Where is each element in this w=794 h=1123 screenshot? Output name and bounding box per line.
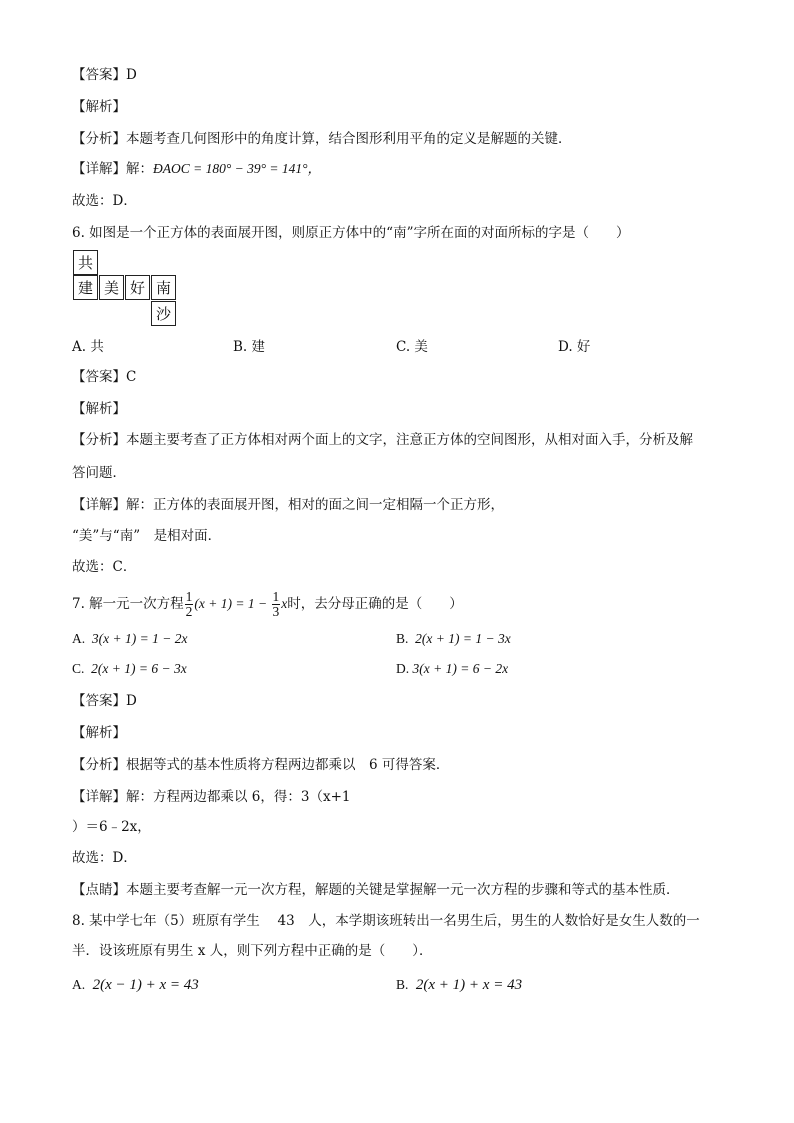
- q7-option-b: B. 2(x + 1) = 1 − 3x: [396, 631, 511, 646]
- q5-conclusion: 故选：D．: [72, 193, 137, 209]
- q7-equation: $\frac{1}{2}$ (x + 1) = 1 − $\frac{1}{3}$ x: [185, 589, 288, 620]
- detail-tag: 【详解】: [72, 789, 126, 805]
- fenxi-text: 本题主要考查了正方体相对两个面上的文字，注意正方体的空间图形，从相对面入手，分析及解: [126, 432, 693, 448]
- q7-option-a: A. 3(x + 1) = 1 − 2x: [72, 631, 188, 646]
- q7-answer-line: [72, 692, 137, 710]
- detail-prefix: 解：: [126, 161, 153, 177]
- q7-stem-prefix: 7. 解一元一次方程: [72, 596, 184, 612]
- fenxi-tag: 【分析】: [72, 131, 126, 147]
- answer-tag: 【答案】: [72, 369, 126, 385]
- fenxi-text: 根据等式的基本性质将方程两边都乘以 6 可得答案．: [126, 757, 450, 773]
- q8-option-b: B. 2(x + 1) + x = 43: [396, 977, 523, 993]
- answer-value: D: [126, 67, 137, 83]
- q7-stem-suffix: 时，去分母正确的是（ ）: [287, 596, 463, 612]
- answer-tag: 【答案】: [72, 693, 126, 709]
- q7-dianjing-line: [72, 881, 680, 899]
- q7-detail-line2: ）＝6﹣2x，: [72, 819, 151, 835]
- q6-detail-line2: “美”与“南” 是相对面．: [72, 528, 222, 544]
- q6-answer-line: [72, 368, 136, 386]
- q7-conclusion: 故选：D．: [72, 850, 137, 866]
- fenxi-tag: 【分析】: [72, 432, 126, 448]
- detail-text: 解：方程两边都乘以 6，得：3（x+1: [126, 789, 351, 805]
- q7-fenxi-line: [72, 756, 449, 774]
- dianjing-text: 本题主要考查解一元一次方程，解题的关键是掌握解一元一次方程的步骤和等式的基本性质．: [126, 882, 680, 898]
- detail-tag: 【详解】: [72, 497, 126, 513]
- q6-fenxi-line2: 答问题．: [72, 465, 126, 481]
- answer-value: D: [126, 693, 137, 709]
- answer-tag: 【答案】: [72, 67, 126, 83]
- q6-stem: 6. 如图是一个正方体的表面展开图，则原正方体中的“南”字所在面的对面所标的字是（ ）: [72, 225, 630, 241]
- q8-stem-line2: 半．设该班原有男生 x 人，则下列方程中正确的是（ ）．: [72, 943, 433, 959]
- q6-fenxi-line: [72, 431, 693, 449]
- q8-stem-line1: 8. 某中学七年（5）班原有学生 43 人，本学期该班转出一名男生后，男生的人数恰好是女生人数的一: [72, 913, 700, 929]
- q5-answer-line: [72, 66, 137, 84]
- q6-analysis-heading: 【解析】: [72, 401, 126, 417]
- q6-option-b: B. 建: [233, 339, 266, 355]
- net-cell-hao: 好: [125, 275, 150, 300]
- net-cell-jian: 建: [73, 275, 98, 300]
- angle-formula: ÐAOC = 180° − 39° = 141°，: [153, 161, 322, 176]
- q8-option-a: A. 2(x − 1) + x = 43: [72, 977, 199, 993]
- q6-detail-line: [72, 496, 504, 514]
- fenxi-text: 本题考查几何图形中的角度计算，结合图形利用平角的定义是解题的关键．: [126, 131, 572, 147]
- q7-detail-line: [72, 788, 350, 806]
- q5-detail-line: [72, 160, 321, 178]
- net-cell-nan: 南: [151, 275, 176, 300]
- q5-fenxi-line: [72, 130, 572, 148]
- net-cell-gong: 共: [73, 250, 98, 275]
- q7-analysis-heading: 【解析】: [72, 725, 126, 741]
- q7-option-c: C. 2(x + 1) = 6 − 3x: [72, 661, 187, 676]
- q7-stem: [72, 590, 463, 619]
- net-cell-sha: 沙: [151, 301, 176, 326]
- q6-option-c: C. 美: [396, 339, 428, 355]
- q7-option-d: D. 3(x + 1) = 6 − 2x: [396, 661, 509, 676]
- detail-text: 解：正方体的表面展开图，相对的面之间一定相隔一个正方形，: [126, 497, 504, 513]
- q6-option-a: A. 共: [72, 339, 104, 355]
- q5-analysis-heading: 【解析】: [72, 99, 126, 115]
- dianjing-tag: 【点睛】: [72, 882, 126, 898]
- q6-option-d: D. 好: [558, 339, 591, 355]
- fenxi-tag: 【分析】: [72, 757, 126, 773]
- answer-value: C: [126, 369, 137, 385]
- net-cell-mei: 美: [99, 275, 124, 300]
- detail-tag: 【详解】: [72, 161, 126, 177]
- q6-conclusion: 故选：C．: [72, 559, 137, 575]
